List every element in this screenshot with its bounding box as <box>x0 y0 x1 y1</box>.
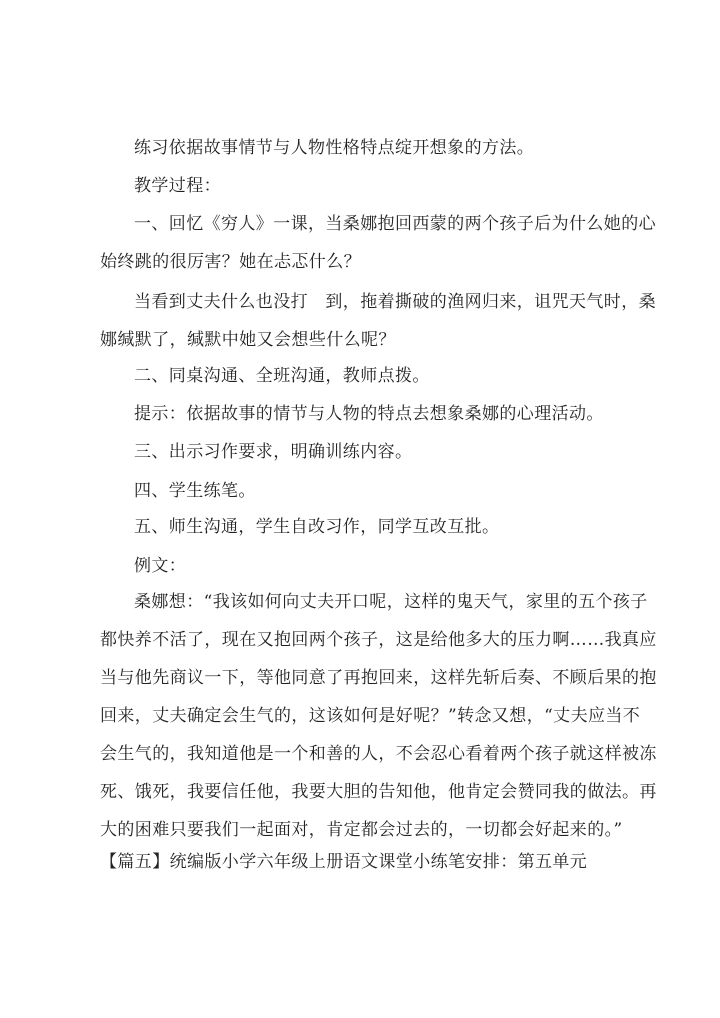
paragraph-line: 教学过程： <box>134 176 221 196</box>
paragraph-line: 二、同桌沟通、全班沟通，教师点拨。 <box>134 366 430 386</box>
paragraph-line: 娜缄默了，缄默中她又会想些什么呢？ <box>100 330 396 350</box>
paragraph-line: 【篇五】统编版小学六年级上册语文课堂小练笔安排：第五单元 <box>100 852 588 872</box>
paragraph-question <box>100 283 656 359</box>
paragraph-line: 桑娜想：“我该如何向丈夫开口呢，这样的鬼天气，家里的五个孩子 <box>134 592 648 612</box>
paragraph-method <box>100 129 620 167</box>
paragraph-teaching-process-heading <box>100 167 620 205</box>
paragraph-hint <box>100 395 620 433</box>
paragraph-example-heading <box>100 547 620 585</box>
paragraph-line: 例文： <box>134 556 187 576</box>
paragraph-line: 五、师生沟通，学生自改习作，同学互改互批。 <box>134 517 500 537</box>
paragraph-line: 四、学生练笔。 <box>134 481 256 501</box>
paragraph-step-three <box>100 433 620 471</box>
paragraph-line: 回来，丈夫确定会生气的，这该如何是好呢？”转念又想，“丈夫应当不 <box>100 706 641 726</box>
paragraph-line: 三、出示习作要求，明确训练内容。 <box>134 442 413 462</box>
paragraph-section-heading <box>100 843 620 881</box>
paragraph-line: 始终跳的很厉害？她在忐忑什么？ <box>100 252 361 272</box>
paragraph-line: 当看到丈夫什么也没打 到，拖着撕破的渔网归来，诅咒天气时，桑 <box>134 292 656 312</box>
paragraph-step-four <box>100 472 620 510</box>
paragraph-example-text <box>100 583 657 849</box>
paragraph-step-five <box>100 508 620 546</box>
paragraph-line: 一、回忆《穷人》一课，当桑娜抱回西蒙的两个孩子后为什么她的心 <box>134 214 656 234</box>
paragraph-line: 死、饿死，我要信任他，我要大胆的告知他，他肯定会赞同我的做法。再 <box>100 782 657 802</box>
paragraph-step-two <box>100 357 620 395</box>
paragraph-line: 提示：依据故事的情节与人物的特点去想象桑娜的心理活动。 <box>134 404 604 424</box>
paragraph-line: 都快养不活了，现在又抱回两个孩子，这是给他多大的压力啊……我真应 <box>100 630 657 650</box>
paragraph-line: 大的困难只要我们一起面对，肯定都会过去的，一切都会好起来的。” <box>100 820 623 840</box>
paragraph-line: 当与他先商议一下，等他同意了再抱回来，这样先斩后奏、不顾后果的抱 <box>100 668 657 688</box>
paragraph-line: 练习依据故事情节与人物性格特点绽开想象的方法。 <box>134 138 535 158</box>
paragraph-line: 会生气的，我知道他是一个和善的人，不会忍心看着两个孩子就这样被冻 <box>100 744 657 764</box>
paragraph-step-one <box>100 205 656 281</box>
